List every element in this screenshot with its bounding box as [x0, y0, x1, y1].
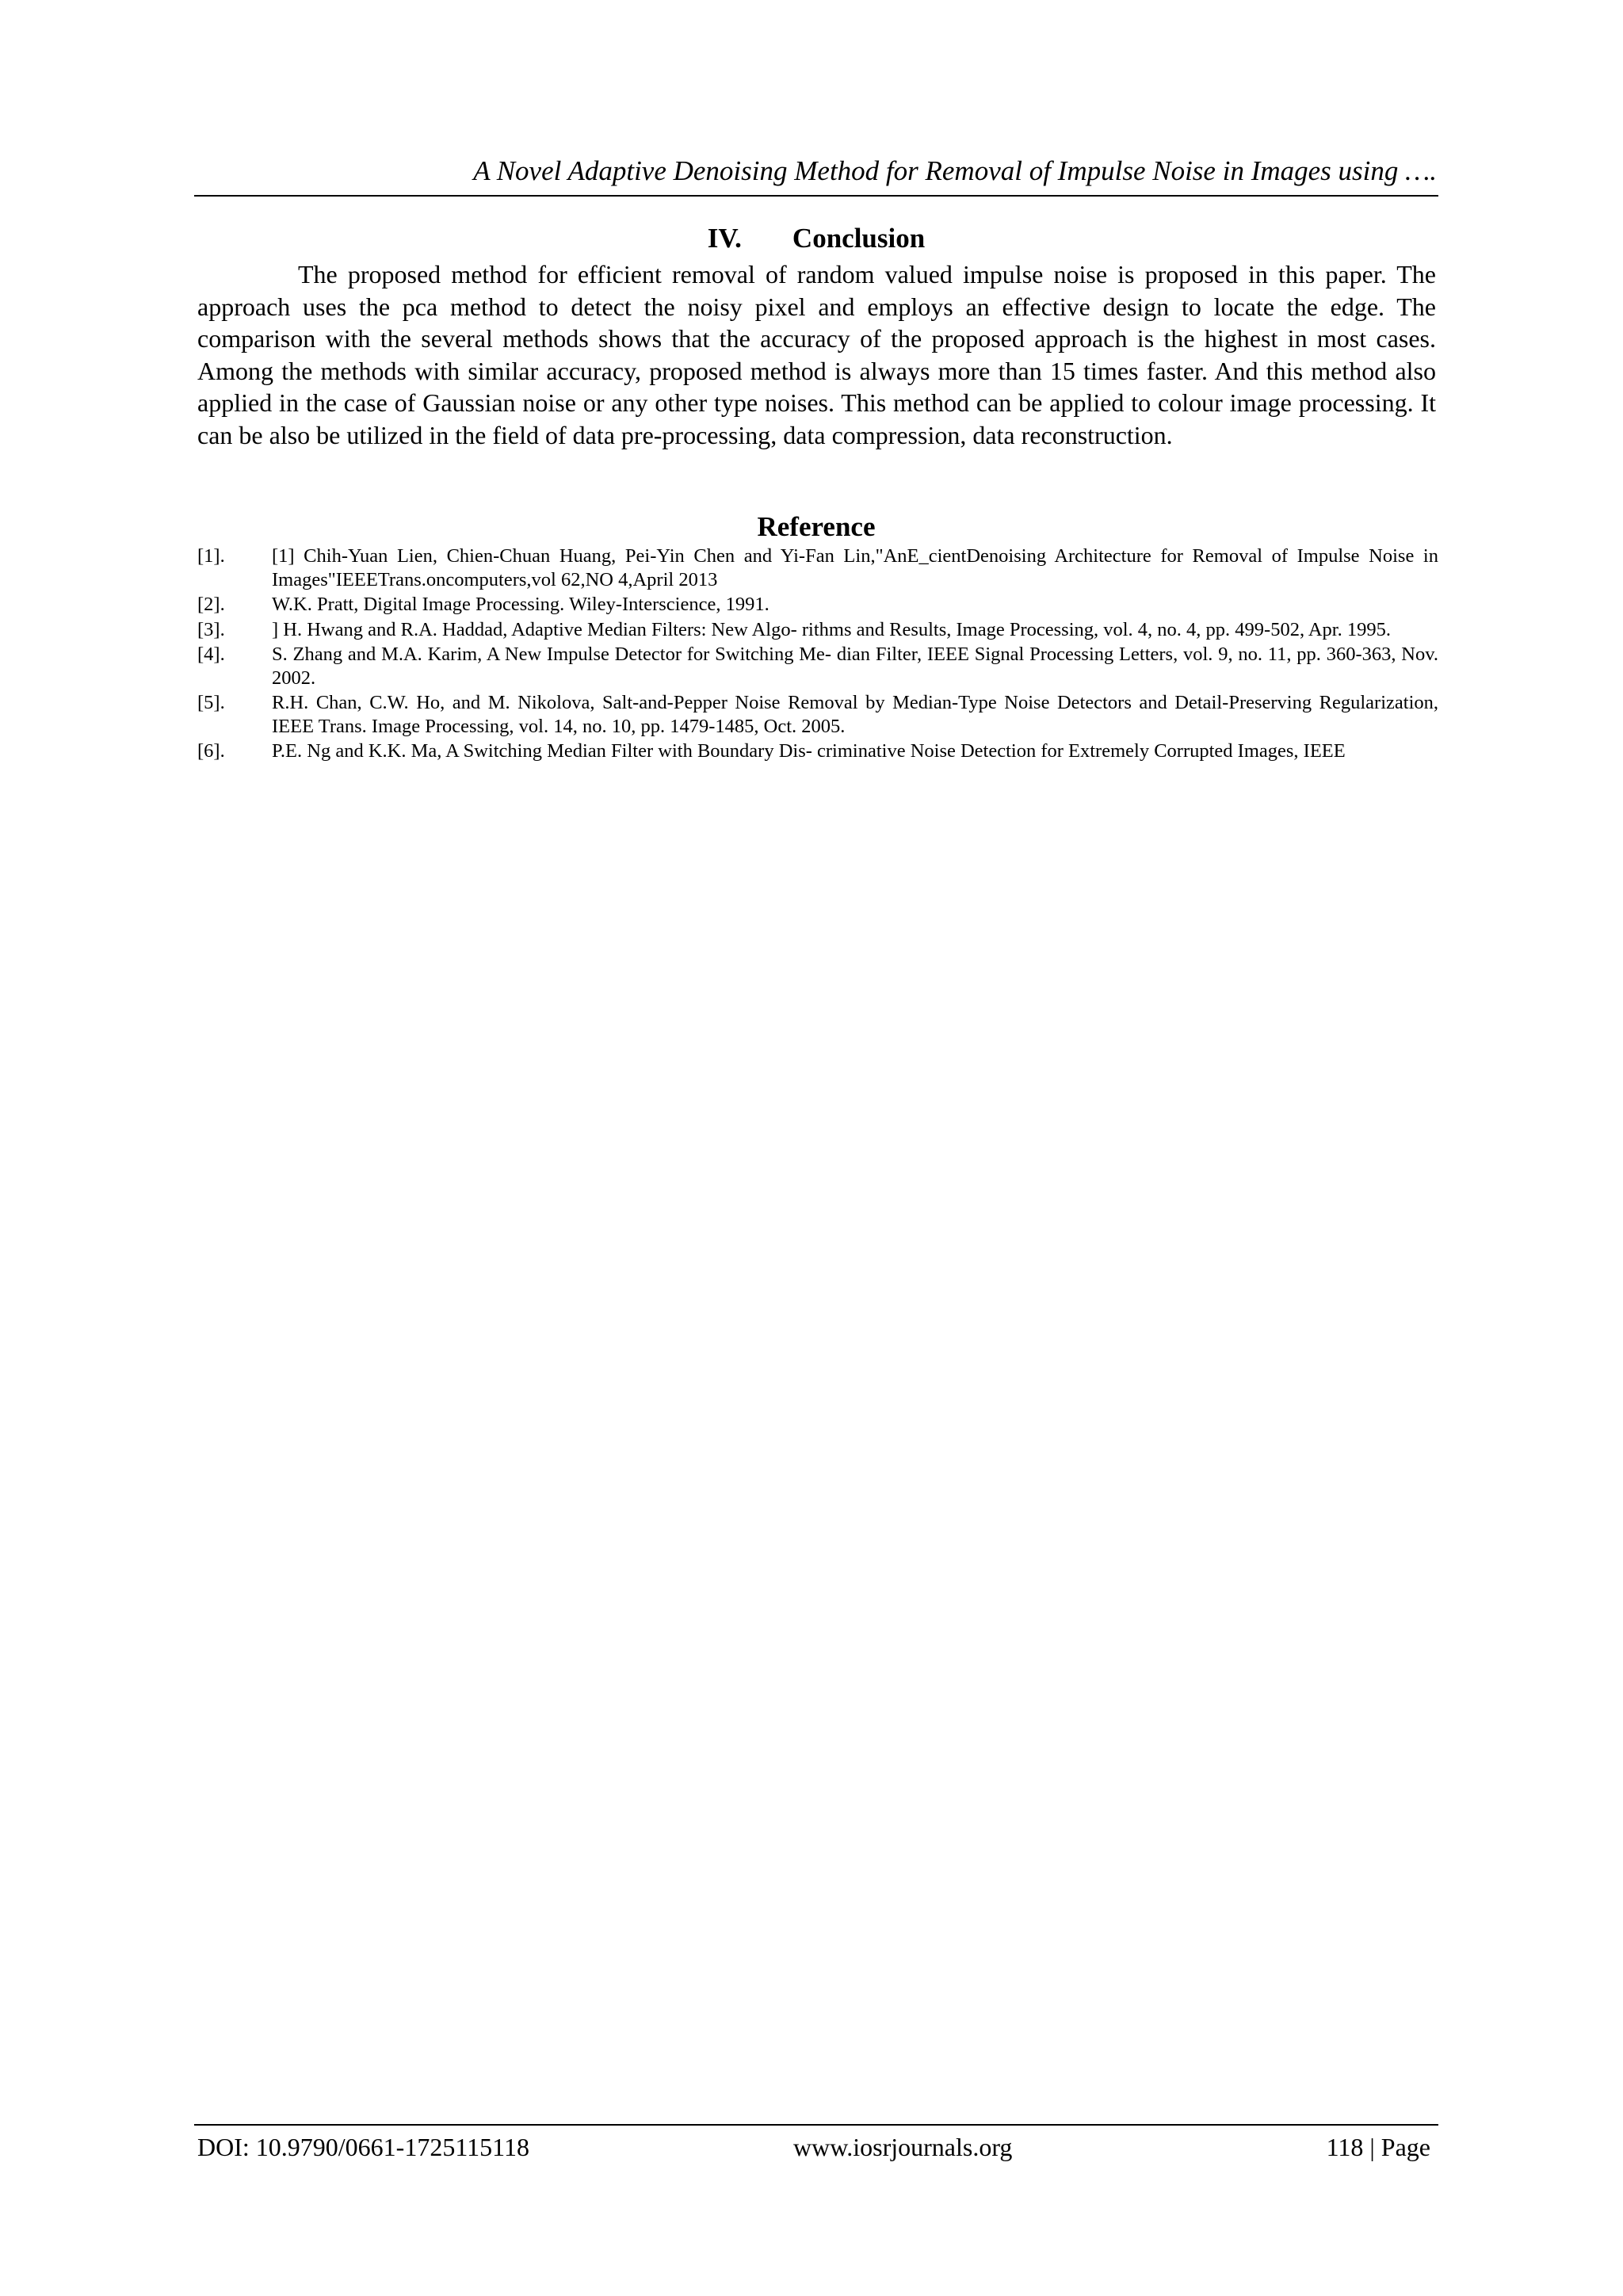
reference-item: [197, 593, 1438, 617]
reference-item: [197, 618, 1438, 642]
page-footer: [194, 2124, 1438, 2165]
reference-item: [197, 739, 1438, 763]
footer-doi: DOI: 10.9790/0661-1725115118: [197, 2133, 529, 2161]
reference-text: P.E. Ng and K.K. Ma, A Switching Median Filter with Boundary Dis- criminative Noise Detection for Extremely Corrupted Images, IEEE: [272, 740, 1346, 762]
reference-item: [197, 544, 1438, 591]
reference-number: [5].: [197, 692, 225, 713]
references-heading: Reference: [757, 511, 876, 542]
reference-item: [197, 643, 1438, 690]
reference-text: W.K. Pratt, Digital Image Processing. Wiley-Interscience, 1991.: [272, 594, 769, 615]
reference-number: [6].: [197, 740, 225, 762]
reference-text: [1] Chih-Yuan Lien, Chien-Chuan Huang, Pei-Yin Chen and Yi-Fan Lin,"AnE_cientDenoising Architecture for Removal of Impulse Noise in Images"IEEETrans.oncomputers,vol 62,NO 4,April 2013: [272, 545, 1438, 590]
page-header: [194, 151, 1438, 197]
footer-page-number: 118 | Page: [1326, 2133, 1430, 2161]
reference-number: [3].: [197, 618, 225, 640]
reference-list: [197, 544, 1438, 765]
conclusion-paragraph: The proposed method for efficient removal of random valued impulse noise is proposed in this paper. The approach uses the pca method to detect the noisy pixel and employs an effective design to locate the edge. The comparison with the several methods shows that the accuracy of the proposed approach is the highest in most cases. Among the methods with similar accuracy, proposed method is always more than 15 times faster. And this method also applied in the case of Gaussian noise or any other type noises. This method can be applied to colour image processing. It can be also be utilized in the field of data pre-processing, data compression, data reconstruction.: [197, 260, 1436, 449]
reference-number: [2].: [197, 594, 225, 615]
section-number: IV.: [707, 223, 742, 254]
reference-number: [4].: [197, 644, 225, 665]
reference-text: R.H. Chan, C.W. Ho, and M. Nikolova, Salt-and-Pepper Noise Removal by Median-Type Noise Detectors and Detail-Preserving Regularization, IEEE Trans. Image Processing, vol. 14, no. 10, pp. 1479-1485, Oct. 2005.: [272, 692, 1438, 737]
reference-number: [1].: [197, 545, 225, 567]
running-title: A Novel Adaptive Denoising Method for Removal of Impulse Noise in Images using ….: [473, 155, 1437, 186]
reference-text: S. Zhang and M.A. Karim, A New Impulse Detector for Switching Me- dian Filter, IEEE Signal Processing Letters, vol. 9, no. 11, pp. 360-363, Nov. 2002.: [272, 644, 1438, 689]
section-heading: [194, 223, 1438, 254]
footer-website: www.iosrjournals.org: [793, 2133, 1013, 2161]
section-title: Conclusion: [792, 223, 926, 254]
reference-item: [197, 691, 1438, 738]
reference-text: ] H. Hwang and R.A. Haddad, Adaptive Median Filters: New Algo- rithms and Results, Image Processing, vol. 4, no. 4, pp. 499-502, Apr. 1995.: [272, 618, 1391, 640]
